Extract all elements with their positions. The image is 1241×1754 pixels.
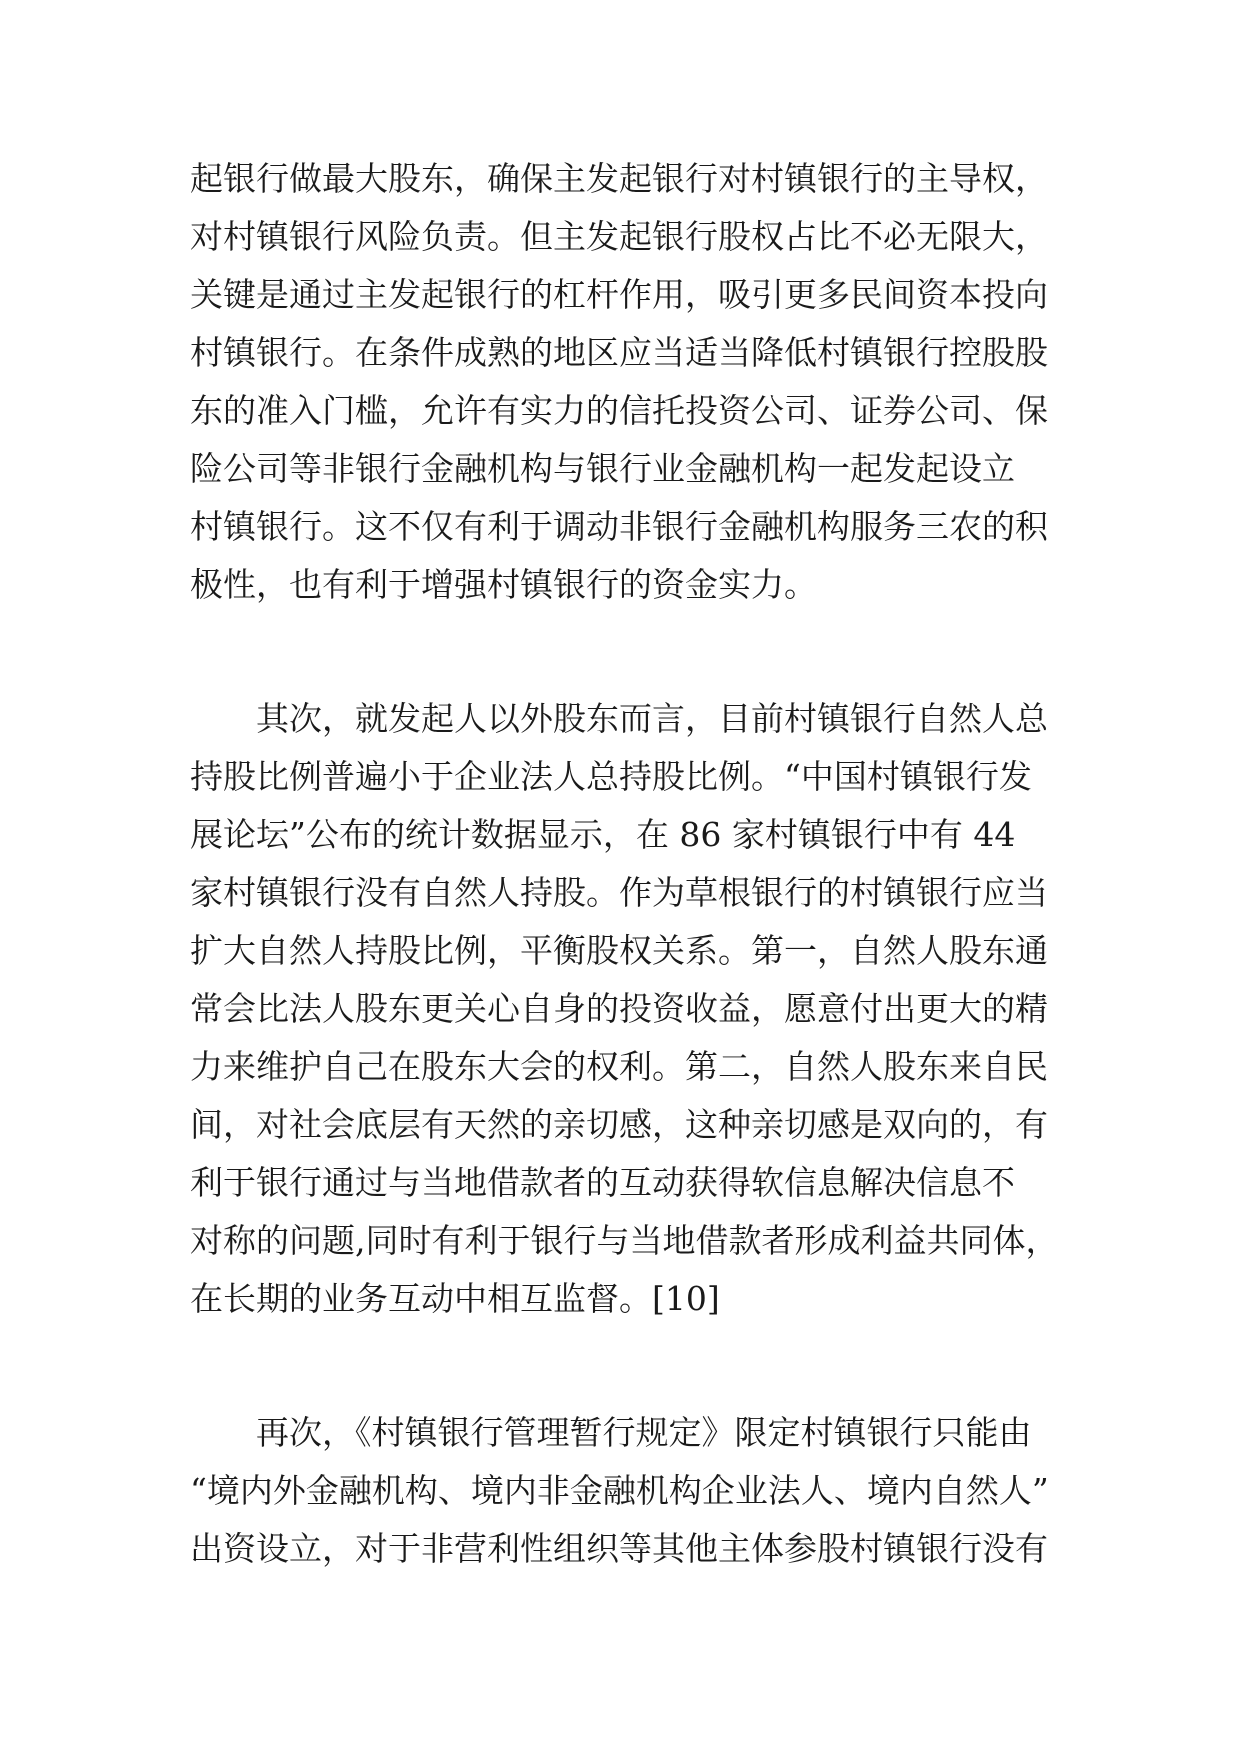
text-line: 起银行做最大股东，确保主发起银行对村镇银行的主导权， [190,159,1048,198]
paragraph-3 [190,1404,1070,1578]
text-line: 家村镇银行没有自然人持股。作为草根银行的村镇银行应当 [190,873,1048,912]
document-page [190,150,1070,1578]
text-line: 东的准入门槛，允许有实力的信托投资公司、证券公司、保 [190,391,1048,430]
paragraph-spacer [190,1328,1070,1404]
text-line: 间，对社会底层有天然的亲切感，这种亲切感是双向的，有 [190,1105,1048,1144]
text-line: 村镇银行。在条件成熟的地区应当适当降低村镇银行控股股 [190,333,1048,372]
text-line: 对村镇银行风险负责。但主发起银行股权占比不必无限大， [190,217,1048,256]
text-line: 再次，《村镇银行管理暂行规定》限定村镇银行只能由 [190,1413,1032,1452]
text-line: 村镇银行。这不仅有利于调动非银行金融机构服务三农的积 [190,507,1048,546]
paragraph-spacer [190,614,1070,690]
text-line: 对称的问题,同时有利于银行与当地借款者形成利益共同体， [190,1221,1059,1260]
text-line: “境内外金融机构、境内非金融机构企业法人、境内自然人” [190,1471,1049,1510]
text-line: 在长期的业务互动中相互监督。[10] [190,1279,720,1318]
text-line: 其次，就发起人以外股东而言，目前村镇银行自然人总 [190,699,1048,738]
text-line: 出资设立，对于非营利性组织等其他主体参股村镇银行没有 [190,1529,1048,1568]
paragraph-1 [190,150,1070,614]
text-line: 扩大自然人持股比例，平衡股权关系。第一，自然人股东通 [190,931,1048,970]
text-line: 常会比法人股东更关心自身的投资收益，愿意付出更大的精 [190,989,1048,1028]
text-line: 展论坛”公布的统计数据显示，在 86 家村镇银行中有 44 [190,815,1016,854]
text-line: 持股比例普遍小于企业法人总持股比例。“中国村镇银行发 [190,757,1032,796]
text-line: 力来维护自己在股东大会的权利。第二，自然人股东来自民 [190,1047,1048,1086]
text-line: 险公司等非银行金融机构与银行业金融机构一起发起设立 [190,449,1015,488]
text-line: 极性，也有利于增强村镇银行的资金实力。 [190,565,817,604]
text-line: 利于银行通过与当地借款者的互动获得软信息解决信息不 [190,1163,1015,1202]
paragraph-2 [190,690,1070,1328]
text-line: 关键是通过主发起银行的杠杆作用，吸引更多民间资本投向 [190,275,1048,314]
